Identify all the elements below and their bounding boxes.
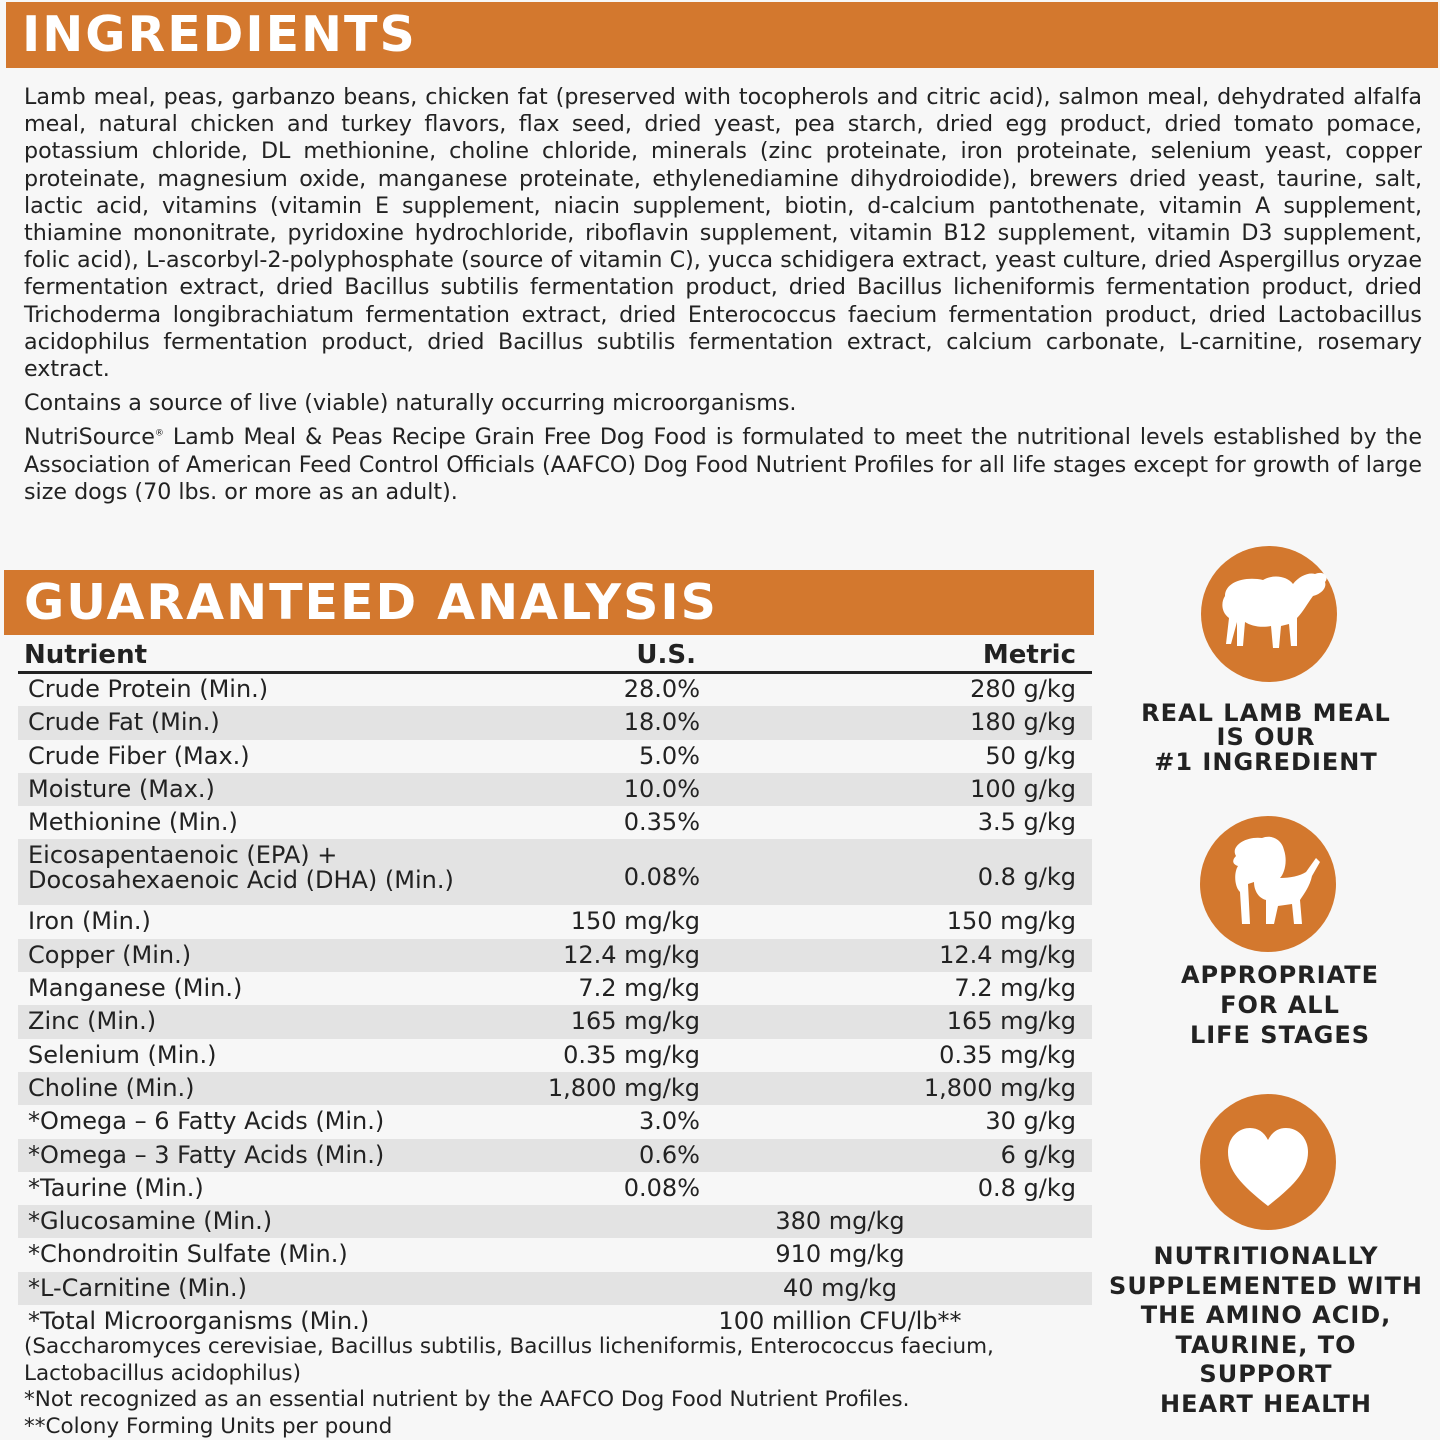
table-row [18, 1039, 1092, 1072]
column-nutrient: Nutrient [24, 640, 148, 670]
nutrient-name: *Omega – 3 Fatty Acids (Min.) [28, 1140, 385, 1169]
nutrient-name: Crude Fat (Min.) [28, 708, 220, 737]
table-row [18, 740, 1092, 773]
table-row [18, 839, 1092, 905]
us-value: 0.35% [623, 808, 700, 837]
table-row [18, 1238, 1092, 1271]
table-row [18, 1139, 1092, 1172]
us-value: 150 mg/kg [570, 907, 700, 936]
badge-line: APPROPRIATE [1180, 961, 1380, 989]
metric-value: 12.4 mg/kg [939, 940, 1076, 969]
analysis-table [18, 673, 1092, 1338]
us-value: 3.0% [639, 1107, 700, 1136]
nutrient-name: *Chondroitin Sulfate (Min.) [28, 1240, 348, 1269]
metric-value: 6 g/kg [1000, 1140, 1076, 1169]
heart-icon [1200, 1094, 1336, 1230]
metric-value: 150 mg/kg [946, 907, 1076, 936]
combined-value: 380 mg/kg [775, 1207, 905, 1236]
metric-value: 50 g/kg [985, 741, 1076, 770]
table-row [18, 1172, 1092, 1205]
metric-value: 30 g/kg [985, 1107, 1076, 1136]
metric-value: 3.5 g/kg [977, 808, 1076, 837]
metric-value: 100 g/kg [970, 774, 1076, 803]
combined-value: 910 mg/kg [775, 1240, 905, 1269]
badge-line: FOR ALL [1220, 991, 1340, 1019]
us-value: 12.4 mg/kg [563, 940, 700, 969]
metric-value: 0.35 mg/kg [939, 1040, 1076, 1069]
table-row [18, 673, 1092, 706]
us-value: 18.0% [623, 708, 700, 737]
nutrient-name-line: Eicosapentaenoic (EPA) + [28, 841, 338, 870]
us-value: 0.08% [623, 1173, 700, 1202]
table-row [18, 773, 1092, 806]
column-metric: Metric [982, 640, 1076, 670]
badge-lamb-caption [1130, 700, 1402, 776]
us-value: 10.0% [623, 774, 700, 803]
note-line: (Saccharomyces cerevisiae, Bacillus subtilis, Bacillus licheniformis, Enterococcus faecium, [24, 1334, 994, 1359]
table-row [18, 1105, 1092, 1138]
nutrient-name [28, 843, 454, 893]
lamb-icon [1201, 546, 1337, 682]
metric-value: 1,800 mg/kg [923, 1073, 1076, 1102]
us-value: 0.35 mg/kg [563, 1040, 700, 1069]
table-row [18, 1205, 1092, 1238]
us-value: 0.6% [639, 1140, 700, 1169]
table-row [18, 1005, 1092, 1038]
table-row [18, 706, 1092, 739]
badge-line: NUTRITIONALLY [1153, 1242, 1379, 1270]
nutrient-name: Methionine (Min.) [28, 808, 238, 837]
table-row [18, 806, 1092, 839]
nutrient-name-line: Docosahexaenoic Acid (DHA) (Min.) [28, 866, 454, 895]
metric-value: 0.8 g/kg [977, 1173, 1076, 1202]
nutrient-name: *Omega – 6 Fatty Acids (Min.) [28, 1107, 385, 1136]
metric-value: 7.2 mg/kg [954, 974, 1076, 1003]
us-value: 28.0% [623, 675, 700, 703]
table-row [18, 1072, 1092, 1105]
probiotic-note: Contains a source of live (viable) naturally occurring microorganisms. [24, 390, 797, 417]
combined-value: 40 mg/kg [783, 1273, 897, 1302]
nutrient-name: Manganese (Min.) [28, 974, 243, 1003]
badge-line: IS OUR [1216, 723, 1316, 751]
ingredients-body [24, 84, 1422, 506]
brand-name: NutriSource [24, 424, 155, 451]
column-us: U.S. [636, 640, 696, 670]
analysis-table-header [18, 640, 1092, 674]
puppy-icon [1200, 816, 1336, 952]
analysis-title: GUARANTEED ANALYSIS [24, 574, 718, 631]
ingredients-header [6, 2, 1438, 68]
nutrient-name: Choline (Min.) [28, 1073, 195, 1102]
metric-value: 165 mg/kg [946, 1007, 1076, 1036]
table-row [18, 939, 1092, 972]
combined-value: 100 million CFU/lb** [718, 1307, 962, 1336]
ingredients-list: Lamb meal, peas, garbanzo beans, chicken fat (preserved with tocopherols and citric acid), salmon meal, dehydrated alfalfa meal, natural chicken and turkey flavors, flax seed, dried yeast, pea starch, dried egg product, dried tomato pomace, potassium chloride, DL methionine, choline chloride, minerals (zinc proteinate, iron proteinate, selenium yeast, copper proteinate, magnesium oxide, manganese proteinate, ethylenediamine dihydroiodide), brewers dried yeast, taurine, salt, lactic acid, vitamins (vitamin E supplement, niacin supplement, biotin, d-calcium pantothenate, vitamin A supplement, thiamine mononitrate, pyridoxine hydrochloride, riboflavin supplement, vitamin B12 supplement, vitamin D3 supplement, folic acid), L-ascorbyl-2-polyphosphate (source of vitamin C), yucca schidigera extract, yeast culture, dried Aspergillus oryzae fermentation extract, dried Bacillus subtilis fermentation product, dried Bacillus licheniformis fermentation product, dried Trichoderma longibrachiatum fermentation extract, dried Enterococcus faecium fermentation product, dried Lactobacillus acidophilus fermentation product, dried Bacillus subtilis fermentation extract, calcium carbonate, L-carnitine, rosemary extract. [24, 84, 1422, 383]
nutrient-name: Crude Fiber (Max.) [28, 741, 250, 770]
nutrient-name: Selenium (Min.) [28, 1040, 217, 1069]
badge-line: REAL LAMB MEAL [1141, 699, 1391, 727]
table-row [18, 972, 1092, 1005]
nutrient-name: *Taurine (Min.) [28, 1173, 204, 1202]
metric-value: 180 g/kg [970, 708, 1076, 737]
table-row [18, 905, 1092, 938]
metric-value: 280 g/kg [970, 675, 1076, 703]
nutrient-name: Moisture (Max.) [28, 774, 215, 803]
registered-mark: ® [154, 429, 164, 440]
metric-value: 0.8 g/kg [977, 863, 1076, 892]
nutrient-name: *Total Microorganisms (Min.) [28, 1307, 370, 1336]
table-row [18, 1272, 1092, 1305]
us-value: 0.08% [623, 863, 700, 892]
analysis-header [4, 570, 1094, 635]
note-line: Lactobacillus acidophilus) [24, 1360, 301, 1386]
badge-life-stages-caption [1150, 960, 1410, 1050]
note-line: **Colony Forming Units per pound [24, 1413, 393, 1439]
nutrient-name: Iron (Min.) [28, 907, 151, 936]
badge-heart-caption [1106, 1242, 1426, 1419]
aafco-statement [24, 424, 1422, 506]
badge-line: #1 INGREDIENT [1154, 748, 1378, 776]
badge-line: TAURINE, TO SUPPORT [1175, 1330, 1357, 1388]
nutrient-name: *L-Carnitine (Min.) [28, 1273, 248, 1302]
badge-line: LIFE STAGES [1189, 1021, 1371, 1049]
us-value: 7.2 mg/kg [578, 974, 700, 1003]
ingredients-title: INGREDIENTS [22, 6, 417, 63]
nutrient-name: Copper (Min.) [28, 940, 192, 969]
us-value: 1,800 mg/kg [547, 1073, 700, 1102]
analysis-notes [24, 1334, 1084, 1440]
us-value: 165 mg/kg [570, 1007, 700, 1036]
nutrient-name: *Glucosamine (Min.) [28, 1207, 273, 1236]
nutrient-name: Zinc (Min.) [28, 1007, 157, 1036]
note-line: *Not recognized as an essential nutrient by the AAFCO Dog Food Nutrient Profiles. [24, 1387, 910, 1412]
us-value: 5.0% [639, 741, 700, 770]
badge-line: HEART HEALTH [1159, 1389, 1372, 1418]
aafco-statement-text: Lamb Meal & Peas Recipe Grain Free Dog Food is formulated to meet the nutritional levels established by the Association of American Feed Control Officials (AAFCO) Dog Food Nutrient Profiles for all life stages except for growth of large size dogs (70 lbs. or more as an adult). [24, 424, 1422, 505]
badge-line: SUPPLEMENTED WITH [1109, 1271, 1423, 1300]
nutrient-name: Crude Protein (Min.) [28, 675, 269, 703]
badge-line: THE AMINO ACID, [1140, 1301, 1392, 1329]
